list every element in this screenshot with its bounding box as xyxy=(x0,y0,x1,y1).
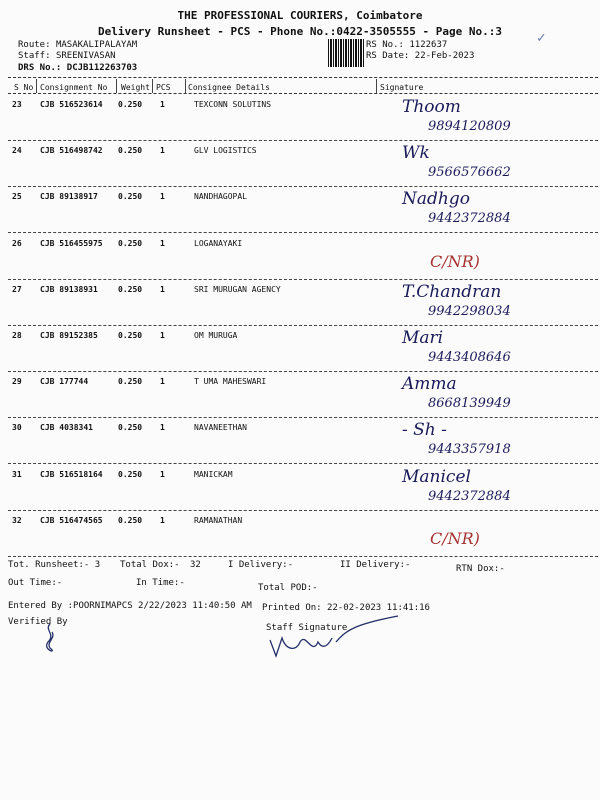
row-weight: 0.250 xyxy=(118,423,143,433)
row-weight: 0.250 xyxy=(118,146,143,156)
row-consignee: MANICKAM xyxy=(194,469,233,479)
handwritten-phone: 9942298034 xyxy=(428,303,511,319)
rs-no-value: 1122637 xyxy=(409,40,448,50)
row-weight: 0.250 xyxy=(118,100,143,109)
col-header-consignee: Consignee Details xyxy=(188,83,270,92)
row-weight: 0.250 xyxy=(118,469,143,479)
drs-value: DCJB112263703 xyxy=(66,63,138,73)
handwritten-phone: 8668139949 xyxy=(428,396,511,412)
handwritten-name: T.Chandran xyxy=(402,281,502,302)
table-row xyxy=(8,465,598,511)
row-sno: 31 xyxy=(12,469,22,479)
table-row xyxy=(8,418,598,464)
handwritten-phone: 9443408646 xyxy=(428,350,511,365)
printed-on: Printed On: 22-02-2023 11:41:16 xyxy=(262,603,430,613)
entered-by: Entered By :POORNIMAPCS 2/22/2023 11:40:50 AM xyxy=(8,601,252,611)
handwritten-phone: 9894120809 xyxy=(428,119,511,134)
handwritten-name: Nadhgo xyxy=(402,189,470,210)
table-row xyxy=(8,511,598,557)
row-pcs: 1 xyxy=(160,146,165,156)
row-consignee: RAMANATHAN xyxy=(194,515,243,525)
out-time-label: Out Time:- xyxy=(8,578,63,588)
table-row xyxy=(8,326,598,372)
col-header-sno: S No xyxy=(14,83,34,92)
row-pcs: 1 xyxy=(160,377,165,387)
col-header-pcs: PCS xyxy=(156,83,171,92)
verified-by-signature xyxy=(36,620,76,660)
row-consignee: SRI MURUGAN AGENCY xyxy=(194,284,281,294)
table-row xyxy=(8,234,598,280)
row-consignment-no: CJB 89152385 xyxy=(40,331,98,340)
runsheet-title: Delivery Runsheet - PCS - Phone No.:0422-3505555 - Page No.:3 xyxy=(98,25,502,38)
handwritten-name: - Sh - xyxy=(402,420,447,441)
i-delivery-label: I Delivery:- xyxy=(228,560,294,570)
handwritten-name: Manicel xyxy=(402,466,471,487)
row-sno: 27 xyxy=(12,284,22,294)
row-consignee: GLV LOGISTICS xyxy=(194,146,257,156)
row-pcs: 1 xyxy=(160,192,165,202)
handwritten-name: Amma xyxy=(402,374,457,395)
row-consignee: LOGANAYAKI xyxy=(194,238,243,248)
row-sno: 25 xyxy=(12,192,22,202)
table-row xyxy=(8,141,598,187)
staff-value: SREENIVASAN xyxy=(55,51,116,61)
row-pcs: 1 xyxy=(160,100,165,109)
ii-delivery-label: II Delivery:- xyxy=(340,560,411,570)
staff-signature-mark xyxy=(266,612,416,666)
col-header-signature: Signature xyxy=(380,83,424,92)
total-dox-value: 32 xyxy=(190,560,201,570)
row-sno: 28 xyxy=(12,331,22,340)
row-consignment-no: CJB 516474565 xyxy=(40,515,103,525)
row-weight: 0.250 xyxy=(118,192,143,202)
row-consignee: TEXCONN SOLUTINS xyxy=(194,100,272,109)
verified-by-label: Verified By xyxy=(8,617,68,627)
handwritten-phone: 9442372884 xyxy=(428,488,511,504)
row-sno: 30 xyxy=(12,423,22,433)
col-divider xyxy=(116,79,117,93)
route-line: Route: MASAKALIPALAYAM xyxy=(18,40,138,50)
row-sno: 24 xyxy=(12,146,22,156)
row-pcs: 1 xyxy=(160,515,165,525)
col-header-weight: Weight xyxy=(121,83,150,92)
row-sno: 23 xyxy=(12,100,22,109)
table-row xyxy=(8,372,598,418)
row-consignee: NANDHAGOPAL xyxy=(194,192,247,202)
row-consignee: OM MURUGA xyxy=(194,331,238,340)
row-consignment-no: CJB 516498742 xyxy=(40,146,103,156)
header-bottom-rule xyxy=(8,93,598,94)
staff-signature-label: Staff Signature xyxy=(266,623,348,633)
route-value: MASAKALIPALAYAM xyxy=(55,40,138,50)
handwritten-phone: 9442372884 xyxy=(428,211,511,227)
handwritten-name: Wk xyxy=(402,143,430,164)
staff-line: Staff: SREENIVASAN xyxy=(18,51,116,61)
handwritten-name: Thoom xyxy=(402,97,461,117)
check-mark-icon: ✓ xyxy=(537,30,546,46)
barcode xyxy=(328,39,364,67)
tot-runsheet: Tot. Runsheet:- 3 xyxy=(8,560,101,570)
row-weight: 0.250 xyxy=(118,515,143,525)
row-pcs: 1 xyxy=(160,284,165,294)
row-consignee: T UMA MAHESWARI xyxy=(194,377,267,387)
row-consignment-no: CJB 516455975 xyxy=(40,238,103,248)
row-consignment-no: CJB 89138931 xyxy=(40,284,98,294)
table-row xyxy=(8,280,598,326)
row-weight: 0.250 xyxy=(118,377,143,387)
col-divider xyxy=(36,79,37,93)
row-sno: 26 xyxy=(12,238,22,248)
row-pcs: 1 xyxy=(160,423,165,433)
rs-no-line: RS No.: 1122637 xyxy=(366,40,448,50)
total-pod-label: Total POD:- xyxy=(258,583,318,593)
row-consignment-no: CJB 177744 xyxy=(40,377,89,387)
drs-line: DRS No.: DCJB112263703 xyxy=(18,63,138,73)
rs-date-value: 22-Feb-2023 xyxy=(414,51,475,61)
col-divider xyxy=(152,79,153,93)
row-consignment-no: CJB 89138917 xyxy=(40,192,98,202)
col-header-consignment: Consignment No xyxy=(40,83,108,92)
company-title: THE PROFESSIONAL COURIERS, Coimbatore xyxy=(177,9,423,22)
col-divider xyxy=(376,79,377,93)
handwritten-name: Mari xyxy=(402,328,444,348)
handwritten-name: C/NR) xyxy=(430,251,480,271)
row-sno: 29 xyxy=(12,377,22,387)
header-top-rule xyxy=(8,77,598,78)
total-dox-label: Total Dox:- xyxy=(120,560,180,570)
col-divider xyxy=(185,79,186,93)
row-weight: 0.250 xyxy=(118,284,143,294)
row-pcs: 1 xyxy=(160,469,165,479)
table-row xyxy=(8,187,598,233)
table-row xyxy=(8,95,598,141)
row-pcs: 1 xyxy=(160,238,165,248)
row-divider xyxy=(8,556,598,557)
rtn-dox-label: RTN Dox:- xyxy=(456,564,505,574)
handwritten-phone: 9566576662 xyxy=(428,165,511,181)
row-consignment-no: CJB 516518164 xyxy=(40,469,103,479)
row-consignee: NAVANEETHAN xyxy=(194,423,247,433)
row-consignment-no: CJB 516523614 xyxy=(40,100,103,109)
row-consignment-no: CJB 4038341 xyxy=(40,423,93,433)
handwritten-phone: 9443357918 xyxy=(428,442,511,458)
handwritten-name: C/NR) xyxy=(430,528,480,548)
row-sno: 32 xyxy=(12,515,22,525)
row-pcs: 1 xyxy=(160,331,165,340)
rs-date-line: RS Date: 22-Feb-2023 xyxy=(366,51,475,61)
in-time-label: In Time:- xyxy=(136,578,185,588)
row-weight: 0.250 xyxy=(118,238,143,248)
row-weight: 0.250 xyxy=(118,331,143,340)
